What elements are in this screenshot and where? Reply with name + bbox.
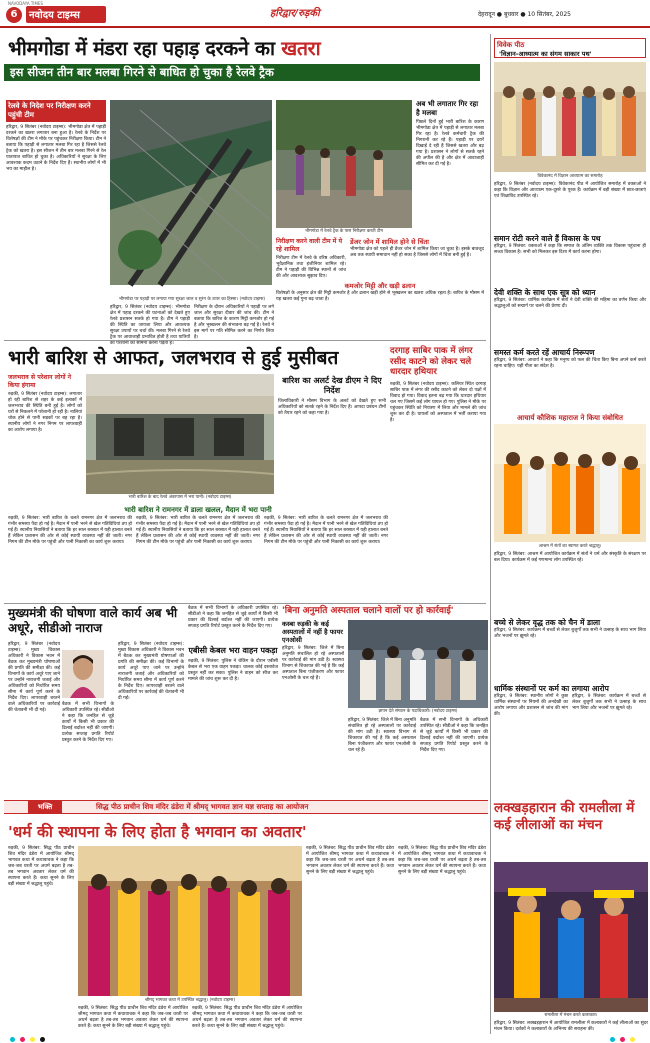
- right-story-3: [494, 298, 646, 346]
- bhakti-left-col: [8, 846, 74, 1036]
- lead-box2-body: भीमगोडा क्षेत्र को पहले ही डेंजर जोन में शामिल किया जा चुका है। इसके बावजूद अब तक स्थायी समाधान नहीं हो सका है जिससे लोगों में चिंता बनी हुई है।: [350, 247, 484, 258]
- team-illustration: [276, 100, 412, 228]
- lead-box2-title: डेंजर जोन में शामिल होने से चिंता: [350, 238, 429, 246]
- rain-alert-title: बारिश का अलर्ट देख डीएम ने दिए निर्देश: [282, 376, 382, 395]
- lead-side-body: हरिद्वार, 9 सितंबर (नवोदय टाइम्स): भीमगोडा क्षेत्र में पहाड़ी दरकने का खतरा लगातार बना हुआ है। रेलवे के निर्देश पर विशेषज्ञों की टीम ने मौके पर पहुंचकर निरीक्षण किया। टीम ने बताया कि पहाड़ी से लगातार मलबा गिर रहा है जिससे रेलवे ट्रैक को खतरा है। इस सीजन में तीन बार मलबा गिरने से रेल यातायात बाधित हो चुका है। अधिकारियों ने सुरक्षा के लिए आवश्यक कदम उठाने के निर्देश दिए हैं। स्थानीय लोगों में भी भय का माहौल है।: [6, 125, 106, 172]
- lead-headline-red: खतरा: [281, 37, 321, 60]
- bhakti-photo-caption: श्रीमद् भागवत कथा में उपस्थित श्रद्धालु। (नवोदय टाइम्स): [144, 998, 236, 1003]
- hospital-photo: [348, 620, 488, 708]
- rain-headline: भारी बारिश से आफत, जलभराव से हुई मुसीबत: [8, 347, 339, 369]
- lead-box3-body: विशेषज्ञों के अनुसार क्षेत्र की मिट्टी कमजोर है और ढलान खड़ी होने से भूस्खलन का खतरा अधिक रहता है। बारिश के मौसम में यह खतरा कई गुना बढ़ जाता है।: [276, 291, 484, 302]
- right-story-6: [494, 552, 646, 616]
- cm-col3: [118, 642, 184, 797]
- rain-left-column: [8, 374, 82, 504]
- rain-body-cont2: रुड़की, 9 सितंबर: भारी बारिश के चलते रामनगर क्षेत्र में जलभराव की गंभीर समस्या पैदा हो गई है। मैदान में पानी भरने से खेल गतिविधियां ठप हो गई हैं। स्थानीय निवासियों ने बताया कि हर साल बरसात में यही हालात बनते हैं लेकिन प्रशासन की ओर से कोई स्थायी व्यवस्था नहीं की जाती। नगर निगम की टीम मौके पर पहुंची और पानी निकासी का कार्य शुरू कराया।: [264, 516, 388, 545]
- bhakti-right-columns: [306, 846, 486, 1036]
- brand-logo: नवोदय टाइम्स: [29, 10, 80, 21]
- right-r4-body: हरिद्वार, 9 सितंबर: आचार्य ने कहा कि मनुष्य को फल की चिंता किए बिना अपने कर्म करते रहना चाहिए। यही गीता का संदेश है।: [494, 358, 646, 369]
- rain-alert-box: [278, 376, 386, 501]
- right-story-7: [494, 628, 646, 682]
- lead-col-a: हरिद्वार, 9 सितंबर (नवोदय टाइम्स): भीमगोडा क्षेत्र में पहाड़ दरकने की घटनाओं को देखते हुए रेलवे प्रशासन सतर्क हो गया है। टीम ने पहाड़ी की स्थिति का जायजा लिया और आवश्यक सुरक्षा उपायों पर चर्चा की। मलबा गिरने से रेलवे ट्रैक पर आवाजाही प्रभावित होती है तथा यात्रियों को परेशानी का सामना करना पड़ता है।: [110, 305, 190, 346]
- lead-photo2-caption: भीमगोडा में रेलवे ट्रैक के पास निरीक्षण करती टीम: [304, 229, 384, 234]
- cable-story: [188, 606, 278, 796]
- right-story-2: [494, 244, 646, 286]
- vivek-caption: विवेकानंद में विज्ञान आध्यात्म का समारोह: [537, 174, 603, 179]
- hospital-body: हरिद्वार, 9 सितंबर: जिले में बिना अनुमति संचालित हो रहे अस्पतालों पर कार्रवाई की मांग उठी है। स्वास्थ्य विभाग से शिकायत की गई है कि कई अस्पताल बिना पंजीकरण और फायर एनओसी के चल रहे हैं।: [282, 646, 344, 681]
- right-r3-title: देवी शक्ति के साथ एक सूत्र को ध्यान: [494, 288, 596, 297]
- bhakti-body-c: रुड़की, 9 सितंबर: सिद्ध पीठ प्राचीन शिव मंदिर ढंडेरा में आयोजित श्रीमद् भागवत कथा में कथावाचक ने कहा कि जब-जब धरती पर अधर्म बढ़ता है तब-तब भगवान अवतार लेकर धर्म की स्थापना करते हैं। कथा सुनने के लिए बड़ी संख्या में श्रद्धालु पहुंचे।: [192, 1006, 302, 1029]
- bhakti-tag: भक्ति: [28, 801, 62, 813]
- stabbing-headline: दरगाह साबिर पाक में लंगर रसीद काटने को लेकर चले धारदार हथियार: [390, 346, 473, 377]
- rain-photo-caption: भारी बारिश के बाद रेलवे अंडरपास में भरा पानी। (नवोदय टाइम्स): [128, 495, 232, 500]
- rain-body: रुड़की, 9 सितंबर: भारी बारिश के चलते रामनगर क्षेत्र में जलभराव की गंभीर समस्या पैदा हो गई है। मैदान में पानी भरने से खेल गतिविधियां ठप हो गई हैं। स्थानीय निवासियों ने बताया कि हर साल बरसात में यही हालात बनते हैं लेकिन प्रशासन की ओर से कोई स्थायी व्यवस्था नहीं की जाती। नगर निगम की टीम मौके पर पहुंची और पानी निकासी का कार्य शुरू कराया।: [8, 516, 132, 545]
- bhakti-body-e: रुड़की, 9 सितंबर: सिद्ध पीठ प्राचीन शिव मंदिर ढंडेरा में आयोजित श्रीमद् भागवत कथा में कथावाचक ने कहा कि जब-जब धरती पर अधर्म बढ़ता है तब-तब भगवान अवतार लेकर धर्म की स्थापना करते हैं। कथा सुनने के लिए बड़ी संख्या में श्रद्धालु पहुंचे।: [398, 846, 486, 875]
- right-r5-title: आचार्य कौशिक महाराज ने किया संबोधित: [517, 414, 623, 422]
- right-r7-body: हरिद्वार, 9 सितंबर: कार्यक्रम में बच्चों से लेकर बुजुर्गों तक सभी ने उत्साह के साथ भाग लिया और भजनों पर झूमते रहे।: [494, 628, 646, 639]
- stabbing-story: [390, 346, 486, 602]
- right-story-1: [494, 182, 646, 232]
- bhakti-body-b: रुड़की, 9 सितंबर: सिद्ध पीठ प्राचीन शिव मंदिर ढंडेरा में आयोजित श्रीमद् भागवत कथा में कथावाचक ने कहा कि जब-जब धरती पर अधर्म बढ़ता है तब-तब भगवान अवतार लेकर धर्म की स्थापना करते हैं। कथा सुनने के लिए बड़ी संख्या में श्रद्धालु पहुंचे।: [78, 1006, 188, 1029]
- ramlila-caption: रामलीला में मंचन करते कलाकार।: [544, 1013, 598, 1018]
- bhakti-bottom-columns: [78, 1006, 302, 1036]
- bhakti-headline: 'धर्म की स्थापना के लिए होता है भगवान का अवतार': [8, 823, 307, 841]
- cable-headline: एबीसी केबल भरा वाहन पकड़ा: [188, 646, 278, 655]
- right-r4-title: समस्त कर्म करते रहें आचार्य निरूपण: [494, 348, 595, 357]
- lead-photo-tunnel: [110, 100, 272, 285]
- tunnel-illustration: [110, 100, 272, 285]
- rain-body-cont: रुड़की, 9 सितंबर: भारी बारिश के चलते रामनगर क्षेत्र में जलभराव की गंभीर समस्या पैदा हो गई है। मैदान में पानी भरने से खेल गतिविधियां ठप हो गई हैं। स्थानीय निवासियों ने बताया कि हर साल बरसात में यही हालात बनते हैं लेकिन प्रशासन की ओर से कोई स्थायी व्यवस्था नहीं की जाती। नगर निगम की टीम मौके पर पहुंची और पानी निकासी का कार्य शुरू कराया।: [136, 516, 260, 545]
- ramlila-body: हरिद्वार, 9 सितंबर: लक्खड़हारान में आयोजित रामलीला में कलाकारों ने कई लीलाओं का सुंदर मंचन किया। दर्शकों ने कलाकारों के अभिनय की सराहना की।: [494, 1021, 648, 1032]
- right-r2-body: हरिद्वार, 9 सितंबर: वक्ताओं ने कहा कि समाज के अंतिम व्यक्ति तक विकास पहुंचाना ही सच्चा विकास है। सभी को मिलकर इस दिशा में कार्य करना होगा।: [494, 244, 646, 255]
- rain-left-body: रुड़की, 9 सितंबर (नवोदय टाइम्स): लगातार हो रही बारिश से शहर के कई इलाकों में जलभराव की स्थिति बनी हुई है। लोगों को घरों से निकलने में परेशानी हो रही है। नालियां चोक होने से पानी सड़कों पर बह रहा है। स्थानीय लोगों ने नगर निगम पर लापरवाही का आरोप लगाया है।: [8, 392, 83, 433]
- rain-body-columns: [8, 516, 388, 598]
- cable-body: रुड़की, 9 सितंबर: पुलिस ने चेकिंग के दौरान एबीसी केबल से भरा एक वाहन पकड़ा। चालक कोई दस्तावेज प्रस्तुत नहीं कर सका। पुलिस ने वाहन को सीज कर मामले की जांच शुरू कर दी है।: [188, 659, 278, 682]
- ramlila-illustration: [494, 862, 648, 1012]
- hospital-photo-caption: ज्ञापन देते संगठन के पदाधिकारी। (नवोदय टाइम्स): [378, 709, 458, 714]
- seminar-illustration: [494, 62, 646, 172]
- right-story-8: [494, 694, 646, 794]
- divider-2: [4, 603, 486, 604]
- lead-right-body: पिछले दिनों हुई भारी बारिश के कारण भीमगोडा क्षेत्र में पहाड़ी से लगातार मलबा गिर रहा है। रेलवे कर्मचारी ट्रैक की निगरानी कर रहे हैं। पहाड़ी पर दरारें दिखाई दे रही हैं जिससे खतरा और बढ़ गया है। प्रशासन ने लोगों से सतर्क रहने की अपील की है और क्षेत्र में आवाजाही सीमित कर दी गई है।: [416, 120, 484, 167]
- lead-side-title: रेलवे के निदेश पर निरीक्षण करने पहुंची टीम: [6, 100, 106, 122]
- lead-col-b: निरीक्षण के दौरान अधिकारियों ने पहाड़ी पर लगे जाल और सुरक्षा दीवार की जांच की। टीम ने बताया कि बारिश के कारण मिट्टी कमजोर हो गई है और भूस्खलन की संभावना बढ़ गई है। रेलवे ने इस मार्ग पर गति सीमित करने का निर्णय लिया है।: [194, 305, 274, 340]
- ramlila-body-block: [494, 1021, 648, 1035]
- hospital-left-column: [282, 620, 344, 796]
- hospital-body-b: हरिद्वार, 9 सितंबर: जिले में बिना अनुमति संचालित हो रहे अस्पतालों पर कार्रवाई की मांग उठी है। स्वास्थ्य विभाग से शिकायत की गई है कि कई अस्पताल बिना पंजीकरण और फायर एनओसी के चल रहे हैं।: [348, 718, 416, 753]
- lead-side-column: [6, 100, 106, 320]
- right-column-divider: [490, 34, 491, 1034]
- vivek-photo: [494, 62, 646, 172]
- rain-strap: भारी बारिश ने रामनगर में डाला खलल, मैदान में भरा पानी: [124, 506, 272, 514]
- divider-1: [4, 340, 486, 341]
- lead-subhead: इस सीजन तीन बार मलबा गिरने से बाधित हो चुका है रेलवे ट्रैक: [10, 65, 274, 79]
- bhakti-photo: [78, 846, 302, 996]
- ramlila-headline: लक्खड़हारान की रामलीला में कई लीलाओं का मंचन: [494, 800, 635, 833]
- hospital-headline: 'बिना अनुमति अस्पताल चलाने वालों पर हो कार्रवाई': [282, 606, 454, 616]
- lead-headline-block: [0, 34, 484, 94]
- ramlila-headline-block: [494, 800, 648, 858]
- ramlila-photo: [494, 862, 648, 1012]
- cm-headline: मुख्यमंत्री की घोषणा वाले कार्य अब भी अधूरे, सीडीओ नाराज: [8, 606, 178, 635]
- memorandum-illustration: [348, 620, 488, 708]
- cm-col2: [62, 702, 114, 797]
- lead-box-soil: [276, 282, 484, 320]
- lead-box-danger: [350, 238, 484, 278]
- lead-box1-body: निरीक्षण टीम में रेलवे के वरिष्ठ अधिकारी, भूवैज्ञानिक तथा इंजीनियर शामिल रहे। टीम ने पहाड़ी की विभिन्न स्थानों से जांच की और आवश्यक सुझाव दिए।: [276, 256, 346, 279]
- cm-body3: हरिद्वार, 9 सितंबर (नवोदय टाइम्स): मुख्य विकास अधिकारी ने विकास भवन में बैठक कर मुख्यमंत्री घोषणाओं की प्रगति की समीक्षा की। कई विभागों के कार्य अधूरे पाए जाने पर उन्होंने नाराजगी जताई और अधिकारियों को निर्धारित समय सीमा में कार्य पूर्ण करने के निर्देश दिए। लापरवाही बरतने वाले अधिकारियों पर कार्रवाई की चेतावनी भी दी गई।: [118, 642, 184, 701]
- lead-box1-title: निरीक्षण करने वाली टीम में ये रहे शामिल: [276, 238, 343, 253]
- lead-right-title: अब भी लगातार गिर रहा है मलबा: [416, 100, 479, 117]
- dateline: देहरादून ● बुधवार ● 10 सितंबर, 2025: [478, 11, 571, 18]
- right-r8-body-b: हरिद्वार, 9 सितंबर: कार्यक्रम में बच्चों से लेकर बुजुर्गों तक सभी ने उत्साह के साथ भाग लिया और भजनों पर झूमते रहे।: [572, 694, 646, 711]
- lead-photo1-caption: भीमगोडा पर पहाड़ी पर लगाया गया सुरक्षा जाल व सुरंग के ऊपर का हिस्सा। (नवोदय टाइम्स): [118, 297, 266, 302]
- hospital-sub: कस्बा रुड़की के कई अस्पतालों में नहीं है फायर एनओसी: [282, 620, 343, 644]
- ashram-illustration: [494, 424, 646, 542]
- right-r1-body: हरिद्वार, 9 सितंबर (नवोदय टाइम्स): विवेकानंद पीठ में आयोजित समारोह में वक्ताओं ने कहा कि विज्ञान और आध्यात्म एक-दूसरे के पूरक हैं। कार्यक्रम में बड़ी संख्या में छात्र-छात्राएं एवं शिक्षाविद उपस्थित रहे।: [494, 182, 646, 199]
- section-title: हरिद्वार/रुड़की: [270, 8, 320, 19]
- cm-body2: बैठक में सभी विभागों के अधिकारी उपस्थित रहे। सीडीओ ने कहा कि जनहित से जुड़े कार्यों में किसी भी प्रकार की ढिलाई बर्दाश्त नहीं की जाएगी। प्रत्येक सप्ताह प्रगति रिपोर्ट प्रस्तुत करने के निर्देश दिए गए।: [62, 702, 114, 743]
- vivek-tag: विवेक पीठ: [497, 41, 525, 49]
- rain-underpass-illustration: [86, 374, 274, 494]
- lead-photo-team: [276, 100, 412, 228]
- lead-columns: [110, 305, 274, 346]
- vivek-title: 'विज्ञान-आध्यात्म का संगम साकार पथ': [499, 50, 592, 58]
- cm-col1: [8, 642, 60, 797]
- devotees-illustration: [78, 846, 302, 996]
- footer-bar: [0, 1036, 650, 1043]
- hospital-body-c: बैठक में सभी विभागों के अधिकारी उपस्थित रहे। सीडीओ ने कहा कि जनहित से जुड़े कार्यों में किसी भी प्रकार की ढिलाई बर्दाश्त नहीं की जाएगी। प्रत्येक सप्ताह प्रगति रिपोर्ट प्रस्तुत करने के निर्देश दिए गए।: [420, 718, 488, 753]
- brand-small: NAVODAYA TIMES: [8, 1, 44, 6]
- right-r3-body: हरिद्वार, 9 सितंबर: धार्मिक कार्यक्रम में संतों ने देवी शक्ति की महिमा का वर्णन किया और श्रद्धालुओं को सद्मार्ग पर चलने की प्रेरणा दी।: [494, 298, 646, 309]
- rain-photo: [86, 374, 274, 494]
- right-r8-body: हरिद्वार, 9 सितंबर: स्थानीय लोगों ने कुछ धार्मिक संस्थानों पर नियमों की अनदेखी का आरोप लगाया और प्रशासन से जांच की मांग की।: [494, 694, 568, 717]
- right-r7-title: बच्चे से लेकर वृद्ध तक को चैन में डाला: [494, 618, 601, 627]
- right-r8-title: धार्मिक संस्थानों पर कर्म का लगाया आरोप: [494, 684, 609, 693]
- rain-kicker: जलभराव से परेशान लोगों ने किया हंगामा: [8, 374, 72, 389]
- ashram-caption: आश्रम में संतों का स्वागत करते श्रद्धालु।: [538, 544, 602, 549]
- stabbing-body: रुड़की, 9 सितंबर (नवोदय टाइम्स): कलियर स्थित दरगाह साबिर पाक में लंगर की रसीद काटने को लेकर दो पक्षों में विवाद हो गया। विवाद इतना बढ़ गया कि धारदार हथियार चल गए जिसमें कई लोग घायल हो गए। पुलिस ने मौके पर पहुंचकर स्थिति को नियंत्रण में लिया और मामले की जांच शुरू कर दी है। घायलों को अस्पताल में भर्ती कराया गया है।: [390, 381, 486, 423]
- masthead: [0, 0, 650, 30]
- cm-portrait: [62, 650, 104, 698]
- bhakti-body-d: रुड़की, 9 सितंबर: सिद्ध पीठ प्राचीन शिव मंदिर ढंडेरा में आयोजित श्रीमद् भागवत कथा में कथावाचक ने कहा कि जब-जब धरती पर अधर्म बढ़ता है तब-तब भगवान अवतार लेकर धर्म की स्थापना करते हैं। कथा सुनने के लिए बड़ी संख्या में श्रद्धालु पहुंचे।: [306, 846, 394, 875]
- masthead-rule: [0, 26, 650, 28]
- vivek-header: [494, 38, 646, 58]
- portrait-illustration: [62, 650, 104, 698]
- cable-lead-text: बैठक में सभी विभागों के अधिकारी उपस्थित रहे। सीडीओ ने कहा कि जनहित से जुड़े कार्यों में किसी भी प्रकार की ढिलाई बर्दाश्त नहीं की जाएगी। प्रत्येक सप्ताह प्रगति रिपोर्ट प्रस्तुत करने के निर्देश दिए गए।: [188, 606, 278, 629]
- page-number: 6: [6, 7, 22, 23]
- cm-body: हरिद्वार, 9 सितंबर (नवोदय टाइम्स): मुख्य विकास अधिकारी ने विकास भवन में बैठक कर मुख्यमंत्री घोषणाओं की प्रगति की समीक्षा की। कई विभागों के कार्य अधूरे पाए जाने पर उन्होंने नाराजगी जताई और अधिकारियों को निर्धारित समय सीमा में कार्य पूर्ण करने के निर्देश दिए। लापरवाही बरतने वाले अधिकारियों पर कार्रवाई की चेतावनी भी दी गई।: [8, 642, 60, 713]
- right-r6-body: हरिद्वार, 9 सितंबर: आश्रम में आयोजित कार्यक्रम में संतों ने धर्म और संस्कृति के संरक्षण पर बल दिया। कार्यक्रम में कई गणमान्य लोग उपस्थित रहे।: [494, 552, 646, 563]
- lead-headline: [8, 34, 320, 61]
- lead-box3-title: कमजोर मिट्टी और खड़ी ढलान: [344, 282, 416, 290]
- bhakti-strap: सिद्ध पीठ प्राचीन शिव मंदिर ढंडेरा में श्रीमद् भागवत ज्ञान यज्ञ सप्ताह का आयोजन: [96, 802, 309, 811]
- bhakti-body: रुड़की, 9 सितंबर: सिद्ध पीठ प्राचीन शिव मंदिर ढंडेरा में आयोजित श्रीमद् भागवत कथा में कथावाचक ने कहा कि जब-जब धरती पर अधर्म बढ़ता है तब-तब भगवान अवतार लेकर धर्म की स्थापना करते हैं। कथा सुनने के लिए बड़ी संख्या में श्रद्धालु पहुंचे।: [8, 846, 74, 887]
- lead-headline-text: भीमगोडा में मंडरा रहा पहाड़ दरकने का: [8, 37, 282, 60]
- lead-right-column: [416, 100, 484, 240]
- right-r2-title: समान रोटी करने वाले हैं विकास के पथ: [494, 234, 601, 243]
- rain-alert-body: जिलाधिकारी ने मौसम विभाग के अलर्ट को देखते हुए सभी अधिकारियों को सतर्क रहने के निर्देश दिए हैं। आपदा प्रबंधन टीमों को तैयार रहने को कहा गया है।: [278, 399, 386, 416]
- right-story-4: [494, 358, 646, 412]
- ashram-photo: [494, 424, 646, 542]
- hospital-columns: [348, 718, 488, 796]
